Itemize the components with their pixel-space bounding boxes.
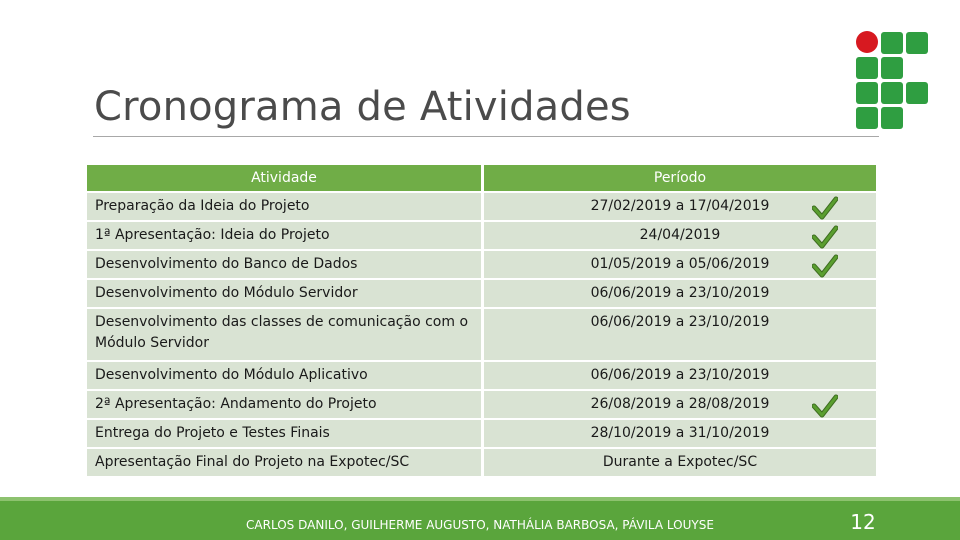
logo-square bbox=[881, 57, 903, 79]
activity-cell: Desenvolvimento do Módulo Servidor bbox=[87, 280, 481, 309]
logo-square bbox=[881, 32, 903, 54]
check-mark-icon bbox=[812, 394, 838, 418]
table-row bbox=[87, 391, 876, 420]
period-cell: 24/04/2019 bbox=[481, 222, 876, 251]
logo-red-dot bbox=[856, 31, 878, 53]
activity-cell: Entrega do Projeto e Testes Finais bbox=[87, 420, 481, 449]
period-cell: 27/02/2019 a 17/04/2019 bbox=[481, 193, 876, 222]
activity-cell: Desenvolvimento do Módulo Aplicativo bbox=[87, 362, 481, 391]
period-cell: 28/10/2019 a 31/10/2019 bbox=[481, 420, 876, 449]
period-cell: 01/05/2019 a 05/06/2019 bbox=[481, 251, 876, 280]
table-row bbox=[87, 420, 876, 449]
activity-cell: Desenvolvimento das classes de comunicação com o Módulo Servidor bbox=[87, 309, 481, 362]
check-mark-icon bbox=[812, 196, 838, 220]
period-cell: 26/08/2019 a 28/08/2019 bbox=[481, 391, 876, 420]
logo-square bbox=[856, 82, 878, 104]
check-mark-icon bbox=[812, 254, 838, 278]
logo-square bbox=[881, 107, 903, 129]
period-cell: 06/06/2019 a 23/10/2019 bbox=[481, 280, 876, 309]
slide-title: Cronograma de Atividades bbox=[94, 84, 631, 130]
table-header-row bbox=[87, 165, 876, 193]
logo-square bbox=[906, 32, 928, 54]
table-row bbox=[87, 362, 876, 391]
page-number: 12 bbox=[850, 510, 876, 534]
activity-cell: 1ª Apresentação: Ideia do Projeto bbox=[87, 222, 481, 251]
logo-square bbox=[881, 82, 903, 104]
authors-text: CARLOS DANILO, GUILHERME AUGUSTO, NATHÁLIA BARBOSA, PÁVILA LOUYSE bbox=[246, 518, 714, 532]
activity-cell: 2ª Apresentação: Andamento do Projeto bbox=[87, 391, 481, 420]
table-row bbox=[87, 251, 876, 280]
period-cell: 06/06/2019 a 23/10/2019 bbox=[481, 309, 876, 362]
schedule-table bbox=[87, 165, 876, 478]
period-cell: Durante a Expotec/SC bbox=[481, 449, 876, 478]
title-underline bbox=[93, 136, 879, 137]
header-period: Período bbox=[481, 165, 876, 193]
check-mark-icon bbox=[812, 225, 838, 249]
authors-footer bbox=[0, 518, 960, 532]
table-row bbox=[87, 309, 876, 362]
activity-cell: Desenvolvimento do Banco de Dados bbox=[87, 251, 481, 280]
period-cell: 06/06/2019 a 23/10/2019 bbox=[481, 362, 876, 391]
logo-square bbox=[856, 57, 878, 79]
activity-cell: Preparação da Ideia do Projeto bbox=[87, 193, 481, 222]
activity-cell: Apresentação Final do Projeto na Expotec/SC bbox=[87, 449, 481, 478]
table-row bbox=[87, 449, 876, 478]
logo-square bbox=[856, 107, 878, 129]
table-row bbox=[87, 280, 876, 309]
logo-square bbox=[906, 82, 928, 104]
header-activity: Atividade bbox=[87, 165, 481, 193]
table-row bbox=[87, 222, 876, 251]
table-row bbox=[87, 193, 876, 222]
